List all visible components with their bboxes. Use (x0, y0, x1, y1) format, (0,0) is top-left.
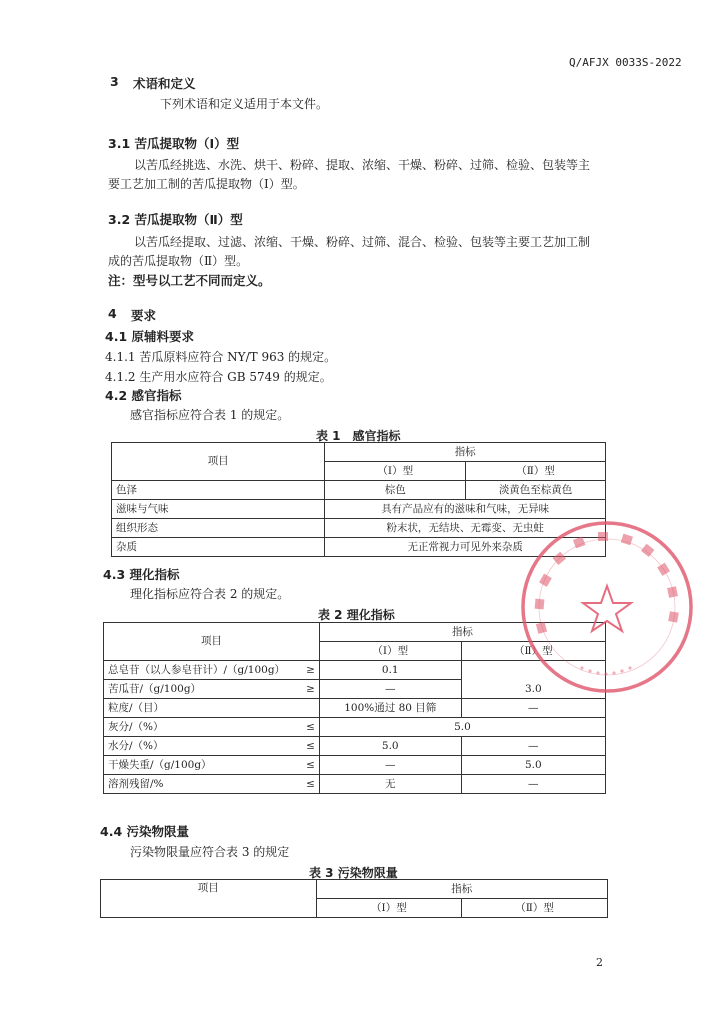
table-cell-value: — (319, 756, 461, 775)
table-cell-value: 无 (319, 775, 461, 794)
table-row (112, 481, 606, 500)
table-cell-item: 水分/（%） (104, 737, 300, 756)
table-header-item: 项目 (104, 623, 320, 661)
table-cell-operator: ≥ (299, 661, 319, 680)
table-row (104, 718, 606, 737)
section-3-2-text-line-1: 以苦瓜经提取、过滤、浓缩、干燥、粉碎、过筛、混合、检验、包装等主要工艺加工制 (134, 235, 591, 249)
table-cell-value: 棕色 (325, 481, 466, 500)
section-4-2-text: 感官指标应符合表 1 的规定。 (130, 408, 290, 422)
table-3-contaminants (100, 879, 608, 918)
section-4-2-title: 4.2 感官指标 (105, 388, 182, 403)
table-cell-value: 3.0 (461, 661, 605, 699)
table-2-caption: 表 2 理化指标 (318, 608, 395, 622)
document-code: Q/AFJX 0033S-2022 (569, 56, 682, 69)
section-3-2-title: 3.2 苦瓜提取物（Ⅱ）型 (108, 212, 243, 227)
table-cell-item: 干燥失重/（g/100g） (104, 756, 300, 775)
table-row (104, 756, 606, 775)
red-star-icon (583, 586, 631, 631)
table-cell-operator: ≤ (299, 737, 319, 756)
table-3-caption: 表 3 污染物限量 (309, 866, 398, 880)
table-header-type-2: （Ⅱ）型 (466, 462, 606, 481)
table-header-index: 指标 (319, 623, 605, 642)
table-cell-item: 粒度/（目） (104, 699, 300, 718)
table-header-type-1: （Ⅰ）型 (319, 642, 461, 661)
section-3-2-text-line-2: 成的苦瓜提取物（Ⅱ）型。 (108, 254, 249, 268)
table-header-type-2: （Ⅱ）型 (461, 642, 605, 661)
section-4-3-text: 理化指标应符合表 2 的规定。 (130, 587, 290, 601)
table-cell-value: 5.0 (319, 737, 461, 756)
table-cell-operator: ≤ (299, 718, 319, 737)
section-3-1-text-line-1: 以苦瓜经挑选、水洗、烘干、粉碎、提取、浓缩、干燥、粉碎、过筛、检验、包装等主 (134, 158, 591, 172)
table-cell-operator: ≤ (299, 775, 319, 794)
table-cell-value: — (319, 680, 461, 699)
section-4-1-title: 4.1 原辅料要求 (105, 329, 194, 344)
table-row (104, 699, 606, 718)
table-cell-value: — (461, 775, 605, 794)
table-header-item: 项目 (112, 443, 325, 481)
table-row (112, 500, 606, 519)
table-cell-item: 苦瓜苷/（g/100g） (104, 680, 300, 699)
table-cell-item: 杂质 (112, 538, 325, 557)
table-cell-value: — (461, 699, 605, 718)
section-3-intro: 下列术语和定义适用于本文件。 (160, 97, 329, 111)
table-cell-value: 无正常视力可见外来杂质 (325, 538, 606, 557)
page-number: 2 (596, 956, 603, 969)
table-cell-value: 0.1 (319, 661, 461, 680)
section-4-1-2-text: 4.1.2 生产用水应符合 GB 5749 的规定。 (105, 370, 332, 384)
table-cell-value: 粉末状，无结块、无霉变、无虫蛀 (325, 519, 606, 538)
section-4-number: 4 (108, 306, 117, 321)
table-header-type-1: （Ⅰ）型 (325, 462, 466, 481)
table-row (104, 775, 606, 794)
section-4-1-1-text: 4.1.1 苦瓜原料应符合 NY/T 963 的规定。 (105, 350, 337, 364)
table-cell-operator: ≥ (299, 680, 319, 699)
table-cell-item: 总皂苷（以人参皂苷计）/（g/100g） (104, 661, 300, 680)
table-cell-value: 100%通过 80 目筛 (319, 699, 461, 718)
table-cell-item: 溶剂残留/% (104, 775, 300, 794)
table-cell-operator (299, 699, 319, 718)
table-cell-value: 具有产品应有的滋味和气味，无异味 (325, 500, 606, 519)
section-3-1-text-line-2: 要工艺加工制的苦瓜提取物（Ⅰ）型。 (108, 177, 305, 191)
section-3-note: 注：型号以工艺不同而定义。 (108, 273, 271, 288)
table-cell-item: 色泽 (112, 481, 325, 500)
table-header-index: 指标 (316, 880, 607, 899)
company-seal (518, 518, 696, 696)
section-4-title: 要求 (131, 308, 157, 323)
table-row (112, 443, 606, 462)
section-4-4-title: 4.4 污染物限量 (100, 824, 189, 839)
table-cell-value: 淡黄色至棕黄色 (466, 481, 606, 500)
section-4-3-title: 4.3 理化指标 (103, 567, 180, 582)
table-cell-item: 滋味与气味 (112, 500, 325, 519)
section-3-1-title: 3.1 苦瓜提取物（Ⅰ）型 (108, 136, 240, 151)
table-header-type-2: （Ⅱ）型 (462, 899, 608, 918)
table-header-item: 项目 (101, 880, 317, 918)
table-header-index: 指标 (325, 443, 606, 462)
table-cell-value: 5.0 (461, 756, 605, 775)
section-4-4-text: 污染物限量应符合表 3 的规定 (130, 845, 290, 859)
table-cell-item: 灰分/（%） (104, 718, 300, 737)
table-1-caption: 表 1 感官指标 (316, 429, 401, 443)
section-3-number: 3 (110, 74, 119, 89)
table-cell-value: 5.0 (319, 718, 605, 737)
table-row (101, 880, 608, 899)
table-row (104, 737, 606, 756)
section-3-title: 术语和定义 (133, 76, 196, 91)
table-header-type-1: （Ⅰ）型 (316, 899, 462, 918)
table-cell-operator: ≤ (299, 756, 319, 775)
table-cell-value: — (461, 737, 605, 756)
table-cell-item: 组织形态 (112, 519, 325, 538)
